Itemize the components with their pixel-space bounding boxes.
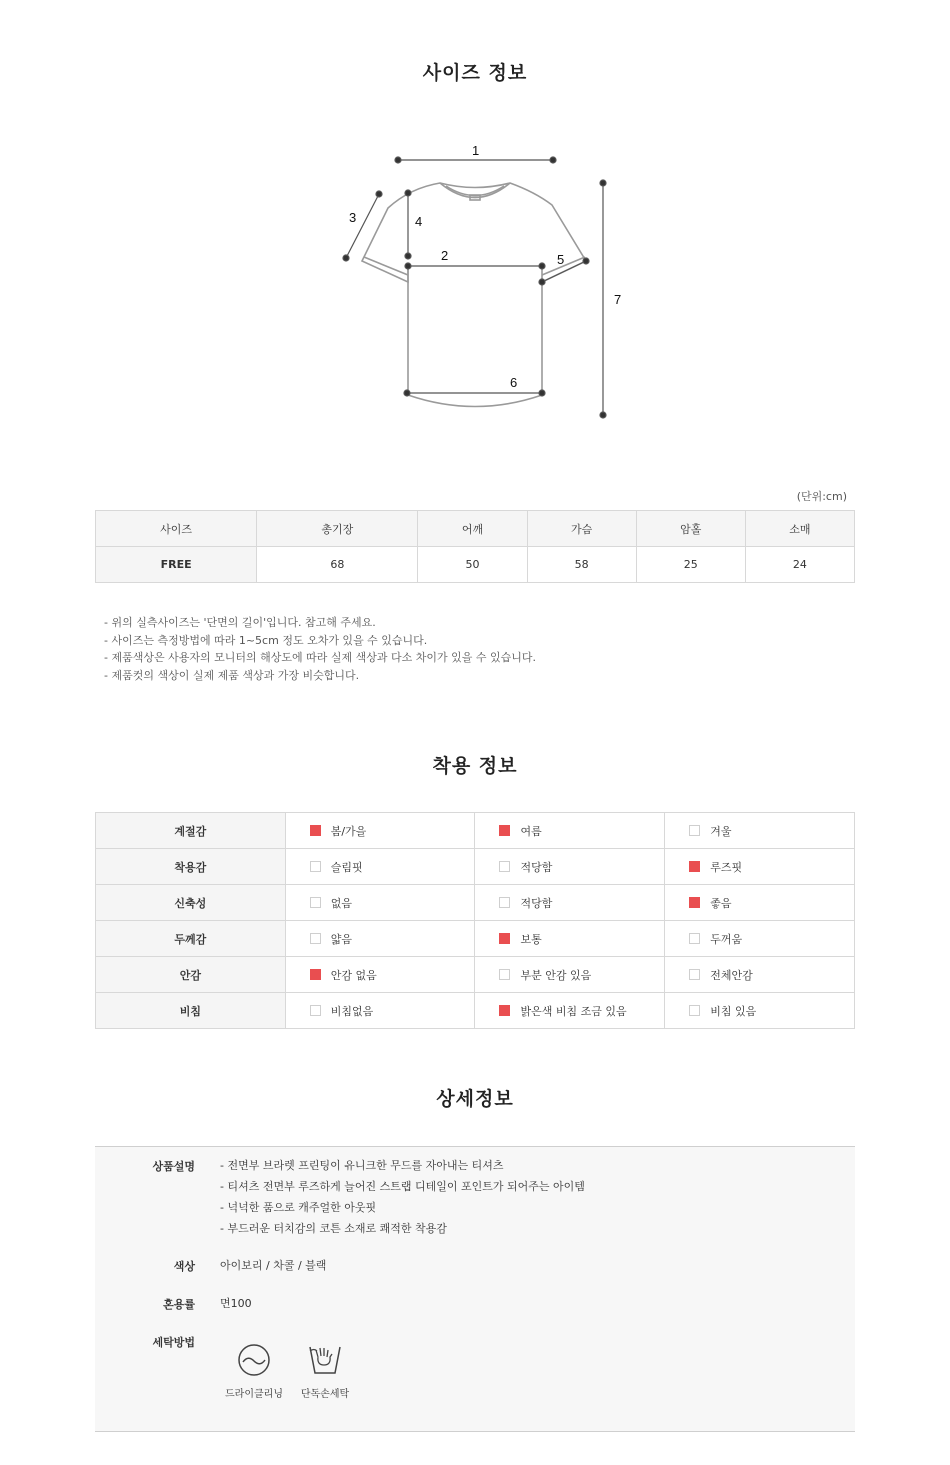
fit-category: 안감: [96, 957, 286, 993]
unchecked-indicator: [689, 933, 700, 944]
diagram-label-2: 2: [441, 248, 449, 263]
size-note: - 제품색상은 사용자의 모니터의 해상도에 따라 실제 색상과 다소 차이가 있을 수 있습니다.: [104, 651, 536, 664]
fit-option: [285, 813, 475, 849]
checked-indicator: [689, 861, 700, 872]
size-cell: FREE: [96, 547, 257, 583]
fit-row: [96, 885, 855, 921]
wash-method-label: 단독손세탁: [300, 1389, 350, 1400]
fit-option: [285, 921, 475, 957]
fit-row: [96, 993, 855, 1029]
size-cell: 68: [257, 547, 418, 583]
wash-method-label: 드라이클리닝: [225, 1389, 283, 1400]
fit-option-label: 얇음: [330, 932, 352, 946]
unchecked-indicator: [310, 933, 321, 944]
fit-table: [95, 812, 855, 1029]
detail-info-title: 상세정보: [436, 1088, 514, 1110]
fit-row: [96, 957, 855, 993]
color-label: 색상: [173, 1260, 195, 1273]
size-note: - 제품컷의 색상이 실제 제품 색상과 가장 비슷합니다.: [104, 668, 360, 682]
fit-option: [665, 993, 855, 1029]
checked-indicator: [499, 933, 510, 944]
diagram-label-4: 4: [415, 214, 423, 229]
fit-option: [285, 849, 475, 885]
unchecked-indicator: [689, 1005, 700, 1016]
size-cell: 25: [636, 547, 745, 583]
fit-option-label: 안감 없음: [330, 968, 377, 982]
diagram-label-5: 5: [557, 252, 565, 267]
fit-option-label: 전체안감: [710, 968, 753, 982]
material-value: 면100: [220, 1297, 252, 1310]
wash-method-dry-clean: [220, 1343, 288, 1400]
diagram-label-6: 6: [510, 375, 518, 390]
fit-category: 계절감: [96, 813, 286, 849]
fit-option-label: 보통: [520, 932, 542, 946]
size-header-cell: 어깨: [418, 511, 527, 547]
description-line: - 티셔츠 전면부 루즈하게 늘어진 스트랩 디테일이 포인트가 되어주는 아이템: [220, 1180, 585, 1193]
size-info-title: 사이즈 정보: [422, 62, 528, 84]
fit-option: [285, 957, 475, 993]
fit-option: [475, 813, 665, 849]
fit-category: 착용감: [96, 849, 286, 885]
fit-option: [475, 849, 665, 885]
size-header-cell: 사이즈: [96, 511, 257, 547]
material-label: 혼용률: [163, 1298, 195, 1311]
size-cell: 58: [527, 547, 636, 583]
fit-row: [96, 849, 855, 885]
tshirt-outline: [330, 130, 630, 430]
unchecked-indicator: [310, 897, 321, 908]
unchecked-indicator: [689, 825, 700, 836]
tshirt-size-diagram: [330, 130, 630, 430]
size-header-cell: 소매: [745, 511, 854, 547]
unchecked-indicator: [689, 969, 700, 980]
size-cell: 50: [418, 547, 527, 583]
size-header-cell: 총기장: [257, 511, 418, 547]
fit-option-label: 적당함: [520, 860, 553, 874]
fit-option-label: 밝은색 비침 조금 있음: [520, 1004, 627, 1018]
description-lines: [220, 1155, 585, 1239]
size-table-row: [96, 547, 855, 583]
checked-indicator: [499, 1005, 510, 1016]
fit-category: 비침: [96, 993, 286, 1029]
fit-option-label: 겨울: [710, 824, 732, 838]
fit-option: [665, 849, 855, 885]
diagram-label-7: 7: [614, 292, 622, 307]
fit-option-label: 비침없음: [330, 1004, 374, 1018]
detail-label-column: [95, 1147, 208, 1431]
fit-option-label: 적당함: [520, 896, 553, 910]
unchecked-indicator: [499, 969, 510, 980]
size-note: - 사이즈는 측정방법에 따라 1~5cm 정도 오차가 있을 수 있습니다.: [104, 633, 428, 647]
dry-clean-icon: [237, 1343, 271, 1377]
checked-indicator: [499, 825, 510, 836]
fit-option-label: 부분 안감 있음: [520, 968, 592, 982]
wash-label: 세탁방법: [152, 1336, 195, 1349]
size-note: - 위의 실측사이즈는 '단면의 길이'입니다. 참고해 주세요.: [104, 616, 376, 629]
fit-option: [665, 885, 855, 921]
fit-category: 신축성: [96, 885, 286, 921]
unchecked-indicator: [499, 861, 510, 872]
diagram-label-3: 3: [349, 210, 357, 225]
detail-info-box: [95, 1146, 855, 1432]
fit-option: [475, 957, 665, 993]
fit-option-label: 루즈핏: [710, 860, 743, 874]
fit-option-label: 없음: [330, 896, 352, 910]
fit-option-label: 두꺼움: [710, 932, 743, 946]
fit-option: [285, 885, 475, 921]
fit-info-title: 착용 정보: [432, 755, 518, 777]
description-line: - 부드러운 터치감의 코튼 소재로 쾌적한 착용감: [220, 1222, 447, 1235]
checked-indicator: [310, 825, 321, 836]
wash-method-hand-wash: [295, 1343, 355, 1400]
fit-option-label: 여름: [520, 824, 542, 838]
checked-indicator: [310, 969, 321, 980]
fit-option: [665, 957, 855, 993]
fit-option: [475, 885, 665, 921]
color-value: 아이보리 / 차콜 / 블랙: [220, 1259, 327, 1272]
size-notes: [104, 614, 536, 684]
unchecked-indicator: [499, 897, 510, 908]
fit-option: [475, 993, 665, 1029]
fit-option-label: 슬림핏: [330, 860, 363, 874]
unchecked-indicator: [310, 1005, 321, 1016]
unchecked-indicator: [310, 861, 321, 872]
hand-wash-icon: [305, 1343, 345, 1377]
description-line: - 전면부 브라렛 프린팅이 유니크한 무드를 자아내는 티셔츠: [220, 1159, 504, 1172]
fit-option-label: 봄/가을: [330, 824, 367, 838]
size-table-header-row: [96, 511, 855, 547]
fit-option: [665, 813, 855, 849]
size-cell: 24: [745, 547, 854, 583]
unit-label: (단위:cm): [796, 490, 847, 503]
fit-option: [475, 921, 665, 957]
fit-option-label: 비침 있음: [710, 1004, 757, 1018]
description-label: 상품설명: [152, 1160, 195, 1173]
size-table: [95, 510, 855, 583]
fit-option-label: 좋음: [710, 896, 732, 910]
description-line: - 넉넉한 품으로 캐주얼한 아웃핏: [220, 1201, 377, 1214]
size-header-cell: 암홀: [636, 511, 745, 547]
checked-indicator: [689, 897, 700, 908]
fit-row: [96, 813, 855, 849]
diagram-label-1: 1: [472, 143, 480, 158]
fit-category: 두께감: [96, 921, 286, 957]
fit-row: [96, 921, 855, 957]
fit-option: [285, 993, 475, 1029]
size-header-cell: 가슴: [527, 511, 636, 547]
fit-option: [665, 921, 855, 957]
